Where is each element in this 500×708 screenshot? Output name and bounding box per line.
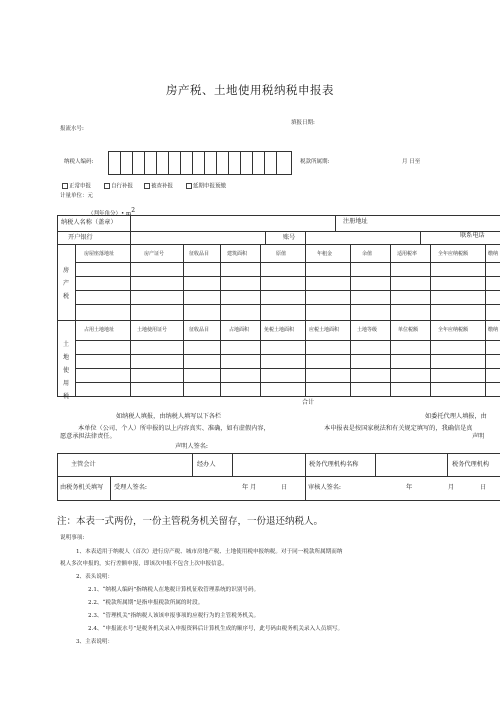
- unit-sub-label: （判年角分）• $m^2$: [88, 207, 136, 217]
- reg-address-label: 注册地址: [343, 218, 368, 225]
- instruction-item-1-line1: 1、本表适用于纳税人（首次）进行房产税、城市房地产税、土地使用税申报纳税。对于同一税款所属期而纳: [76, 549, 343, 555]
- property-col-address: 房屋座落地址: [84, 251, 115, 257]
- instructions-heading: 说明事项:: [60, 535, 85, 541]
- land-col-exempt-area: 免税土地面积: [264, 327, 295, 333]
- tax-period-label: 税款所属期:: [300, 159, 330, 165]
- self-declaration-line1: 本单位（公司、个人）所申报的以上内容真实、准确，如有虚假内容，: [78, 425, 270, 432]
- serial-number-label: 报流水号:: [60, 126, 84, 132]
- auditor-date-day: 日: [480, 484, 487, 491]
- land-col-paid: 缴纳: [488, 327, 499, 333]
- receiver-date-day: 日: [281, 484, 288, 491]
- land-tax-side-label: 土 地 使 用 税: [62, 341, 69, 400]
- fill-date-label: 填报日期:: [291, 120, 315, 126]
- accountant-label: 主管会计: [71, 461, 96, 468]
- land-col-address: 占用土地地址: [84, 327, 115, 333]
- checkbox-icon: [62, 183, 68, 189]
- taxpayer-code-boxes[interactable]: [108, 151, 292, 175]
- option-self-supplement[interactable]: 自行补报: [104, 183, 133, 190]
- checkbox-icon: [186, 183, 192, 189]
- property-col-annual-rent: 年租金: [317, 251, 333, 257]
- copies-note: 注：本表一式两份，一份主管税务机关留存，一份退还纳税人。: [57, 516, 324, 527]
- receiver-signature-label: 受理人签名:: [114, 484, 148, 491]
- land-col-annual-tax: 全年应纳税额: [438, 327, 469, 333]
- taxpayer-name-label: 纳税人名称（盖章）: [61, 219, 117, 226]
- phone-label: 联系电话: [460, 232, 485, 239]
- agent-declaration-line1: 本申报表是按国家税法和有关规定填写的，我确信是真: [324, 425, 473, 432]
- tax-office-fill-label: 由税务机关填写: [60, 484, 104, 491]
- property-col-cert: 房产证号: [144, 251, 165, 257]
- handler-label: 经办人: [197, 461, 216, 468]
- tax-period-text: 月 日至: [402, 159, 421, 165]
- declarant-signature-label: 声明人签名:: [175, 443, 209, 450]
- property-col-annual-tax: 全年应纳税额: [438, 251, 469, 257]
- property-col-paid: 缴纳: [488, 251, 499, 257]
- auditor-date-month: 月: [448, 484, 455, 491]
- agent-declaration-heading: 如委托代理人填报，由: [425, 413, 487, 420]
- land-col-area: 占地面积: [229, 327, 250, 333]
- land-col-item: 征收品目: [189, 327, 210, 333]
- land-col-taxable-area: 应税土地面积: [309, 327, 340, 333]
- bank-label: 开户银行: [68, 234, 93, 241]
- checkbox-icon: [144, 183, 150, 189]
- instruction-item-1-line2: 税人多次申报的，实行差额申报，即该次申报不包含上次申报信息。: [60, 561, 228, 567]
- property-col-area: 建筑面积: [227, 251, 248, 257]
- taxpayer-code-label: 纳税人编码:: [64, 159, 94, 165]
- total-label: 合计: [302, 399, 315, 406]
- agency-short-label: 税务代理机构: [452, 461, 490, 468]
- instruction-item-2-3: 2.3、“管理机关”指纳税人该该申报事项的应税行为的主管税务机关。: [88, 613, 260, 619]
- taxpayer-name-field[interactable]: [131, 216, 334, 230]
- land-col-cert: 土地使用证号: [137, 327, 168, 333]
- option-normal[interactable]: 正常申报: [62, 183, 91, 190]
- checkbox-icon: [104, 183, 110, 189]
- auditor-date-year: 年: [406, 484, 413, 491]
- instruction-item-2-1: 2.1、“纳税人编码”指纳税人在地税计算机征收管理系统的识别号码。: [88, 587, 260, 593]
- property-col-rate: 适用税率: [397, 251, 418, 257]
- property-col-original-value: 原值: [276, 251, 287, 257]
- form-title: 房产税、土地使用税纳税申报表: [166, 83, 334, 97]
- agency-name-label: 税务代理机构名称: [309, 461, 359, 468]
- account-label: 账号: [283, 234, 296, 241]
- option-audited-supplement[interactable]: 被查补报: [144, 183, 173, 190]
- auditor-signature-label: 审核人签名:: [308, 484, 342, 491]
- property-col-residual: 余值: [362, 251, 373, 257]
- property-col-item: 征收品目: [189, 251, 210, 257]
- receiver-date-ym: 年 月: [242, 484, 257, 491]
- self-declaration-heading: 如纳税人填报，由纳税人填写以下各栏: [116, 413, 222, 420]
- agent-declaration-line2: 声明: [472, 433, 485, 440]
- land-col-grade: 土地等级: [357, 327, 378, 333]
- property-tax-side-label: 房 产 税: [62, 267, 69, 300]
- option-deferred-prepay[interactable]: 延期申报预缴: [186, 183, 226, 190]
- land-col-unit-tax: 单位税额: [398, 327, 419, 333]
- instruction-item-2-4: 2.4、“申报流水号”是税务机关录入申报资料后计算机生成的顺序号，此号码由税务机关录入人员填写。: [88, 626, 344, 632]
- instruction-item-3: 3、主表说明：: [76, 639, 114, 645]
- unit-label: 计量单位：元: [60, 193, 94, 199]
- instruction-item-2-2: 2.2、“税款所属期”是指申报税款所属的时段。: [88, 600, 204, 606]
- self-declaration-line2: 愿意承担法律责任。: [60, 433, 116, 440]
- instruction-item-2: 2、表头说明：: [76, 574, 114, 580]
